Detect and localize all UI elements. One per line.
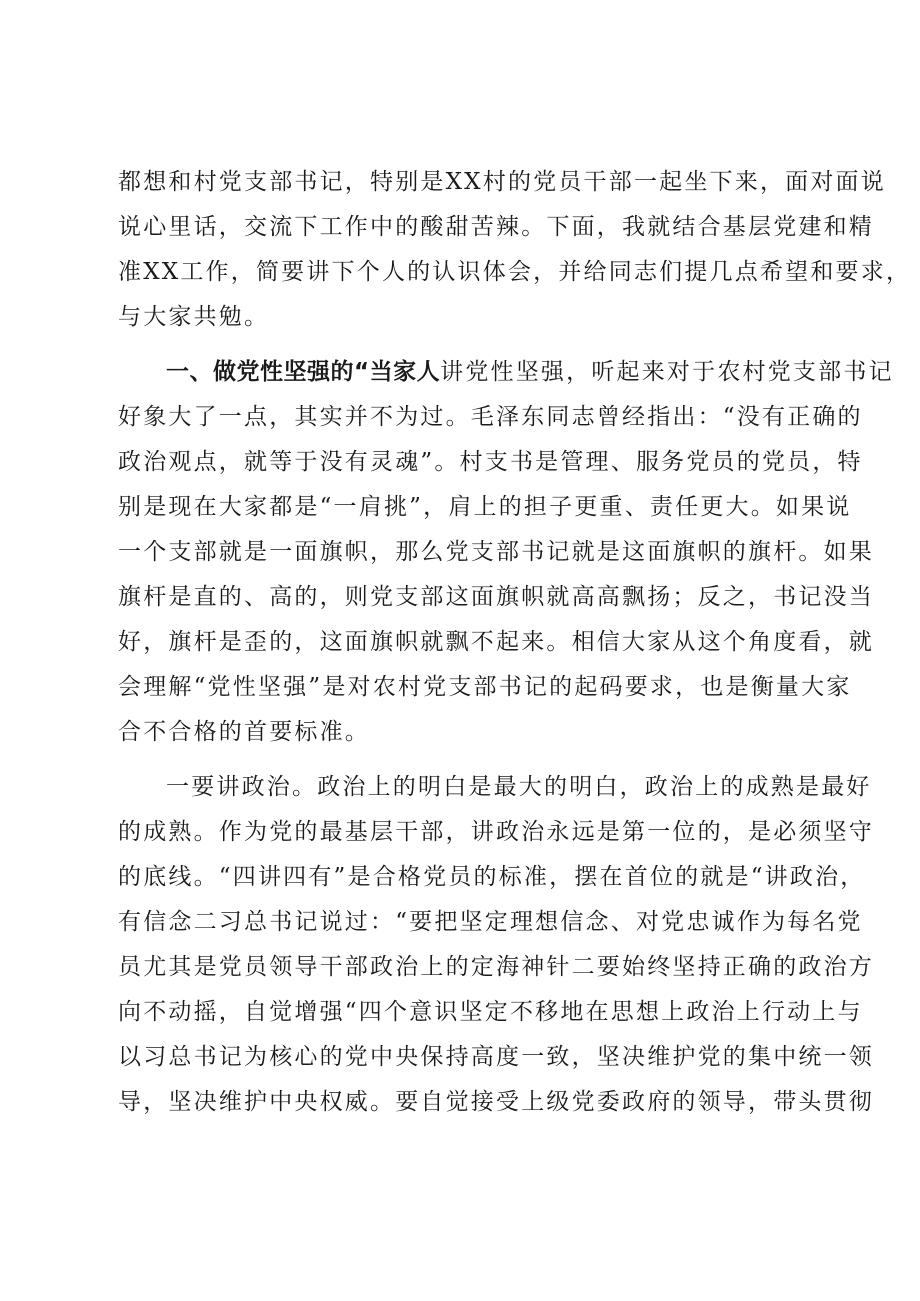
body-line: 都想和村党支部书记，特别是XX村的党员干部一起坐下来，面对面说 xyxy=(118,169,886,195)
body-line: 与大家共勉。 xyxy=(118,304,270,330)
body-line: 有信念二习总书记说过：“要把坚定理想信念、对党忠诚作为每名党 xyxy=(118,909,863,935)
body-line: 员尤其是党员领导干部政治上的定海神针二要始终坚持正确的政治方 xyxy=(118,954,874,980)
body-line: 导，坚决维护中央权威。要自觉接受上级党委政府的领导，带头贯彻 xyxy=(118,1089,874,1115)
body-line: 的底线。“四讲四有”是合格党员的标准，摆在首位的就是“讲政治， xyxy=(118,864,866,890)
body-line: 准XX工作，简要讲下个人的认识体会，并给同志们提几点希望和要求， xyxy=(118,259,912,285)
paragraph-spacer xyxy=(118,340,818,350)
body-line: 一要讲政治。政治上的明白是最大的明白，政治上的成熟是最好 xyxy=(166,774,872,800)
section-heading-line xyxy=(118,350,894,395)
body-line: 说心里话，交流下工作中的酸甜苦辣。下面，我就结合基层党建和精 xyxy=(118,214,874,240)
body-line: 会理解“党性坚强”是对农村党支部书记的起码要求，也是衡量大家 xyxy=(118,674,852,700)
body-line: 以习总书记为核心的党中央保持高度一致，坚决维护党的集中统一领 xyxy=(118,1044,874,1070)
paragraph-spacer xyxy=(118,755,818,765)
body-line: 向不动摇，自觉增强“四个意识坚定不移地在思想上政治上行动上与 xyxy=(118,999,863,1025)
body-line: 合不合格的首要标准。 xyxy=(118,719,370,745)
body-line: 的成熟。作为党的最基层干部，讲政治永远是第一位的，是必须坚守 xyxy=(118,819,874,845)
body-line: 别是现在大家都是“一肩挑”，肩上的担子更重、责任更大。如果说 xyxy=(118,494,852,520)
body-line: 旗杆是直的、高的，则党支部这面旗帜就高高飘扬；反之，书记没当 xyxy=(118,584,874,610)
document-body xyxy=(118,160,912,1125)
body-line: 一个支部就是一面旗帜，那么党支部书记就是这面旗帜的旗杆。如果 xyxy=(118,539,874,565)
section-heading: 一、做党性坚强的“当家人 xyxy=(166,359,441,385)
body-line: 好象大了一点，其实并不为过。毛泽东同志曾经指出：“没有正确的 xyxy=(118,404,863,430)
body-line: 政治观点，就等于没有灵魂”。村支书是管理、服务党员的党员，特 xyxy=(118,449,863,475)
body-line: 好，旗杆是歪的，这面旗帜就飘不起来。相信大家从这个角度看，就 xyxy=(118,629,874,655)
heading-line-rest: 讲党性坚强，听起来对于农村党支部书记 xyxy=(440,359,894,385)
